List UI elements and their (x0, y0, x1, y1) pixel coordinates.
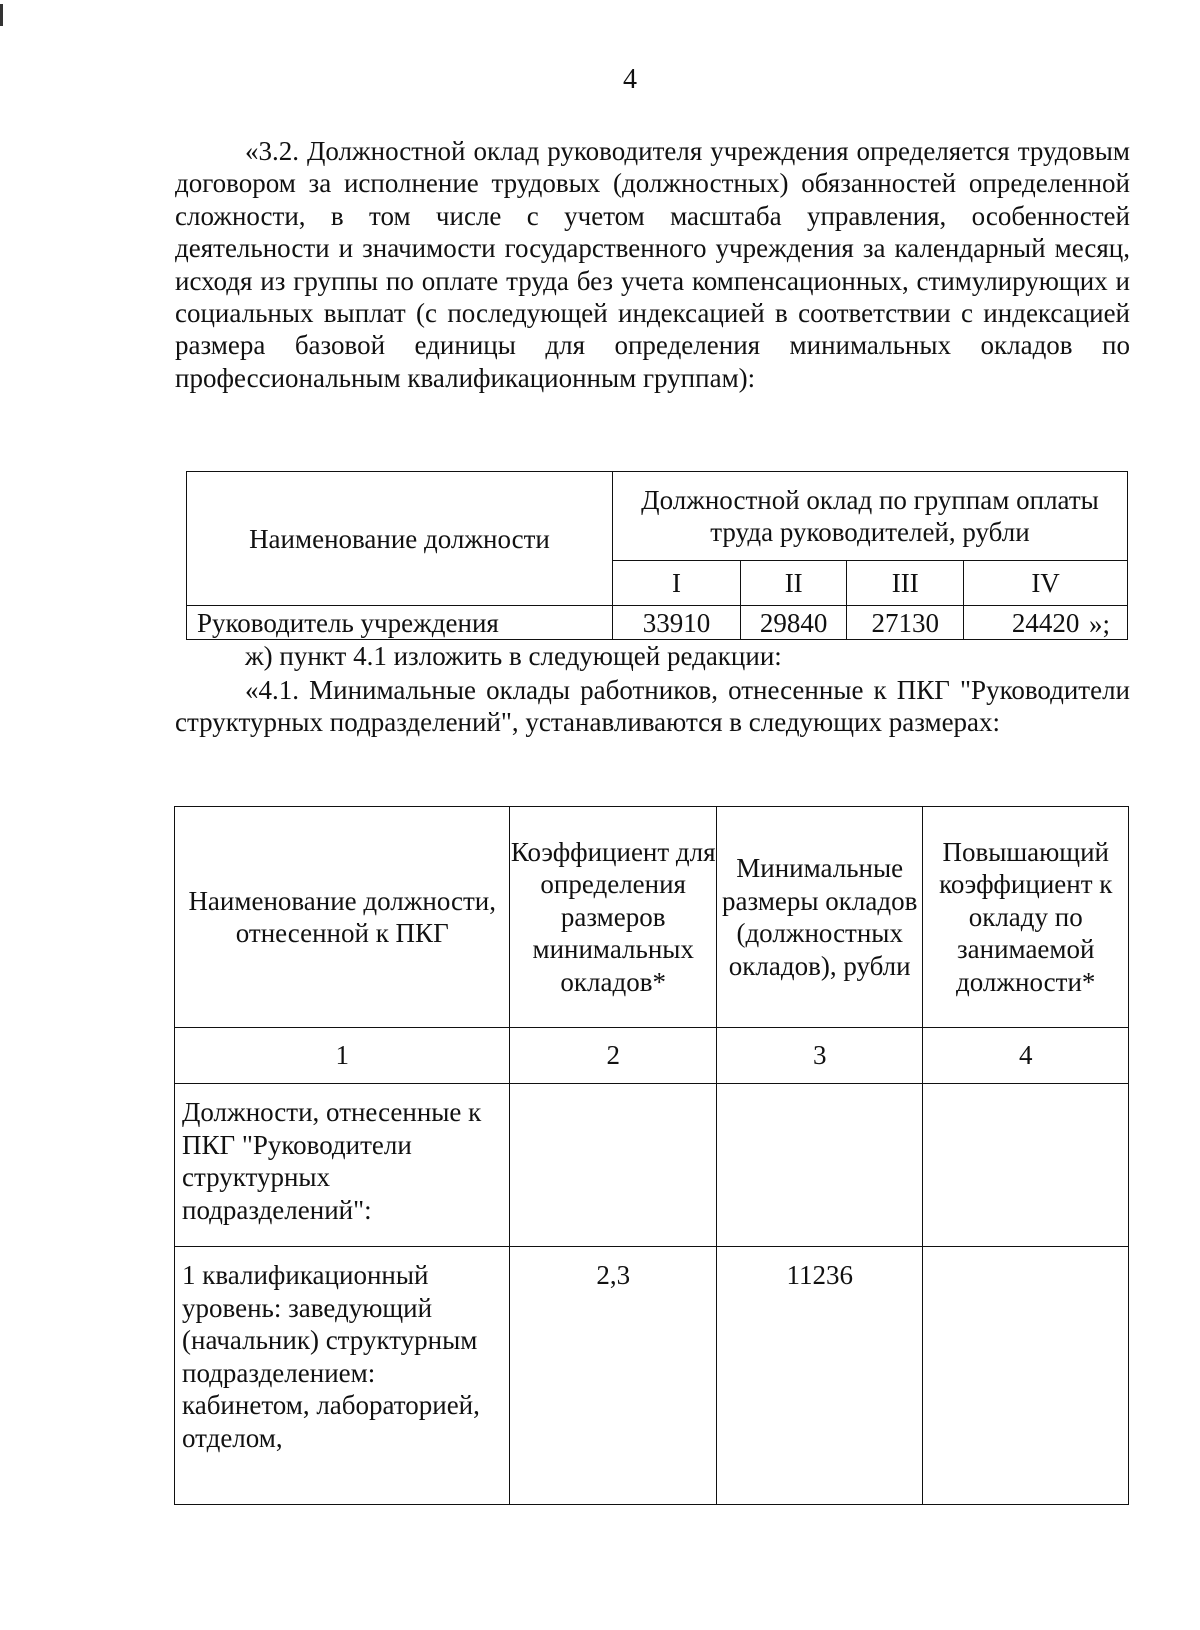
group-name-cell: Должности, отнесенные к ПКГ "Руководители структурных подразделений": (175, 1084, 510, 1247)
header-coefficient: Коэффициент для определения размеров минимальных окладов* (510, 807, 717, 1028)
table-row (187, 606, 1128, 640)
page-edge-mark (0, 4, 3, 26)
column-number-3: 3 (716, 1028, 923, 1084)
group-header-iv: IV (964, 560, 1128, 605)
group-salary-cell (716, 1084, 923, 1247)
paragraph-3-2: «3.2. Должностной оклад руководителя учреждения определяется трудовым договором за исполнение трудовых (должностных) обязанностей определенной сложности, в том числе с учетом масштаба управления, особенностей деятельности и значимости государственного учреждения за календарный месяц, исходя из группы по оплате труда без учета компенсационных, стимулирующих и социальных выплат (с последующей индексацией в соответствии с индексацией размера базовой единицы для определения минимальных окладов по профессиональным квалификационным группам): (175, 136, 1130, 393)
paragraph-4-1: «4.1. Минимальные оклады работников, отнесенные к ПКГ "Руководители структурных подразделений", устанавливаются в следующих размерах: (175, 675, 1130, 738)
salary-value-ii: 29840 (740, 606, 846, 640)
level-raise-cell (923, 1247, 1129, 1505)
position-name-cell: Руководитель учреждения (187, 606, 613, 640)
level-coef-cell: 2,3 (510, 1247, 717, 1505)
header-position-name: Наименование должности, отнесенной к ПКГ (175, 807, 510, 1028)
group-header-iii: III (847, 560, 964, 605)
column-number-4: 4 (923, 1028, 1129, 1084)
column-number-2: 2 (510, 1028, 717, 1084)
level-salary-cell: 11236 (716, 1247, 923, 1505)
pkg-salary-table (174, 806, 1129, 1505)
header-min-salary: Минимальные размеры окладов (должностных окладов), рубли (716, 807, 923, 1028)
salary-groups-header: Должностной оклад по группам оплаты труда руководителей, рубли (612, 472, 1127, 561)
table-row (175, 1084, 1129, 1247)
header-raise-coefficient: Повышающий коэффициент к окладу по занимаемой должности* (923, 807, 1129, 1028)
table-row (175, 1247, 1129, 1505)
paragraph-zh: ж) пункт 4.1 изложить в следующей редакции: (245, 641, 782, 671)
salary-value-iv: 24420 (964, 606, 1128, 640)
salary-value-iii: 27130 (847, 606, 964, 640)
group-header-i: I (612, 560, 740, 605)
salary-groups-table (186, 471, 1128, 640)
level-name-cell: 1 квалификационный уровень: заведующий (начальник) структурным подразделением: кабинетом, лабораторией, отделом, (175, 1247, 510, 1505)
group-coef-cell (510, 1084, 717, 1247)
salary-value-i: 33910 (612, 606, 740, 640)
closing-quote: »; (1088, 609, 1110, 639)
position-name-header: Наименование должности (187, 472, 613, 606)
page-number: 4 (623, 64, 637, 95)
group-raise-cell (923, 1084, 1129, 1247)
column-number-1: 1 (175, 1028, 510, 1084)
group-header-ii: II (740, 560, 846, 605)
